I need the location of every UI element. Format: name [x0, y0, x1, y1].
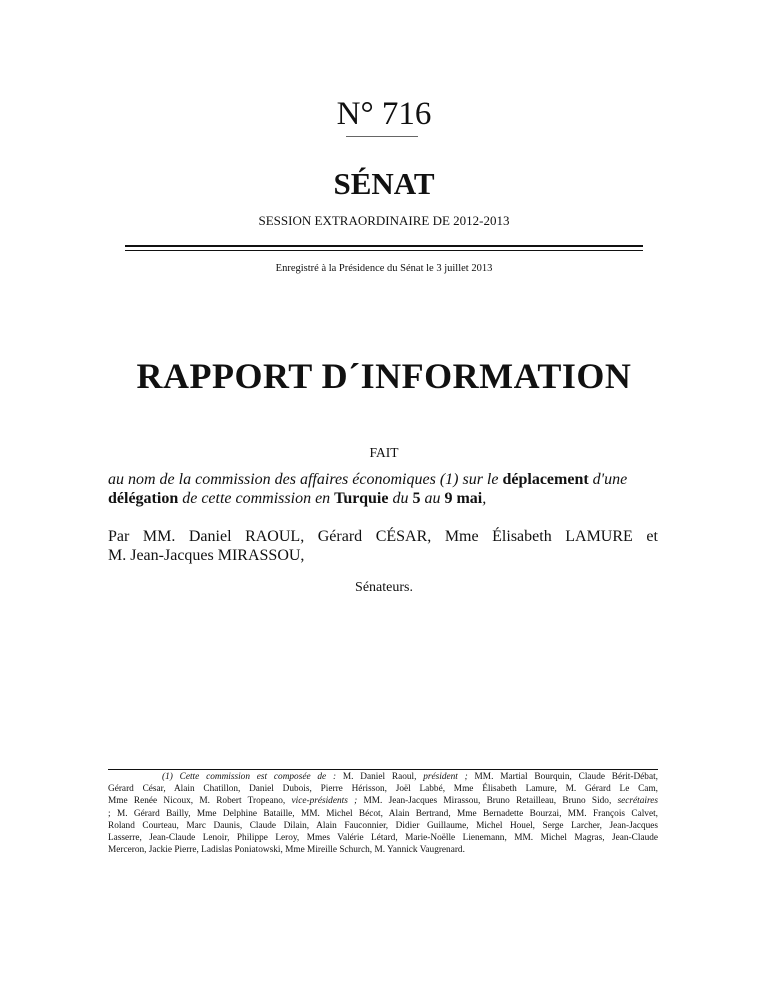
- report-title: RAPPORT D´INFORMATION: [136, 356, 632, 396]
- authors-line-1: [108, 527, 658, 546]
- footnote-text: M. Daniel Raoul,: [336, 772, 424, 782]
- report-subject: [108, 470, 658, 508]
- registration-date: Enregistré à la Présidence du Sénat le 3 juillet 2013: [275, 263, 493, 274]
- subject-bold-start-day: 5: [412, 490, 421, 507]
- footnote-line: [108, 771, 658, 783]
- document-number: N° 716: [336, 96, 432, 132]
- footnote-role: président ;: [423, 772, 468, 782]
- double-divider: [125, 245, 643, 251]
- footnote-intro: (1) Cette commission est composée de :: [162, 772, 337, 782]
- senateurs-label: Sénateurs.: [355, 580, 413, 595]
- authors-line-2: M. Jean-Jacques MIRASSOU,: [108, 547, 305, 564]
- authors-word: RAOUL,: [245, 528, 305, 545]
- subject-text-1: au nom de la commission des affaires économiques (1) sur le: [108, 471, 503, 488]
- authors-word: Daniel: [188, 528, 232, 545]
- footnote-role: secrétaires: [617, 796, 659, 807]
- subject-text-4: du: [388, 490, 413, 507]
- authors-word: Par: [108, 528, 130, 545]
- footnote-text: MM. Jean-Jacques Mirassou, Bruno Retailleau, Bruno Sido,: [357, 796, 618, 807]
- subject-text-2: d'une: [588, 471, 628, 488]
- footnote-text: Mme Renée Nicoux, M. Robert Tropeano,: [108, 796, 292, 807]
- footnote-role: vice-présidents ;: [291, 796, 358, 807]
- number-underline: [346, 136, 418, 137]
- footnote: [108, 771, 658, 856]
- footnote-text: MM. Martial Bourquin, Claude Bérit-Débat,: [467, 772, 658, 782]
- footnote-line: Lasserre, Jean-Claude Lenoir, Philippe Leroy, Mmes Valérie Létard, Marie-Noëlle Lienemann, MM. Michel Magras, Jean-Claude: [108, 833, 658, 844]
- authors-word: Élisabeth: [492, 528, 552, 545]
- authors-word: CÉSAR,: [375, 528, 432, 545]
- subject-bold-deplacement: déplacement: [502, 471, 589, 488]
- authors: [108, 527, 658, 565]
- authors-word: Gérard: [317, 528, 363, 545]
- subject-bold-country: Turquie: [334, 490, 389, 507]
- session-label: SESSION EXTRAORDINAIRE DE 2012-2013: [258, 213, 510, 228]
- footnote-line: ; M. Gérard Bailly, Mme Delphine Bataille, MM. Michel Bécot, Alain Bertrand, Mme Bernadette Bourzai, MM. François Calvet,: [108, 808, 658, 819]
- footnote-line: Gérard César, Alain Chatillon, Daniel Dubois, Pierre Hérisson, Joël Labbé, Mme Élisabeth Lamure, M. Gérard Le Cam,: [108, 784, 658, 795]
- subject-text-6: ,: [482, 490, 487, 507]
- fait-label: FAIT: [369, 445, 399, 460]
- authors-word: et: [646, 528, 658, 545]
- footnote-line: [108, 795, 658, 807]
- subject-bold-delegation: délégation: [108, 490, 179, 507]
- subject-text-5: au: [420, 490, 445, 507]
- chamber-title: SÉNAT: [333, 166, 435, 201]
- authors-word: Mme: [444, 528, 479, 545]
- footnote-line: Merceron, Jackie Pierre, Ladislas Poniatowski, Mme Mireille Schurch, M. Yannick Vaugrenard.: [108, 845, 465, 856]
- authors-word: LAMURE: [565, 528, 633, 545]
- authors-word: MM.: [142, 528, 176, 545]
- footnote-rule: [108, 769, 658, 770]
- subject-text-3: de cette commission en: [178, 490, 335, 507]
- subject-bold-end-date: 9 mai: [444, 490, 483, 507]
- footnote-line: Roland Courteau, Marc Daunis, Claude Dilain, Alain Fauconnier, Didier Guillaume, Michel Houel, Serge Larcher, Jean-Jacques: [108, 820, 658, 831]
